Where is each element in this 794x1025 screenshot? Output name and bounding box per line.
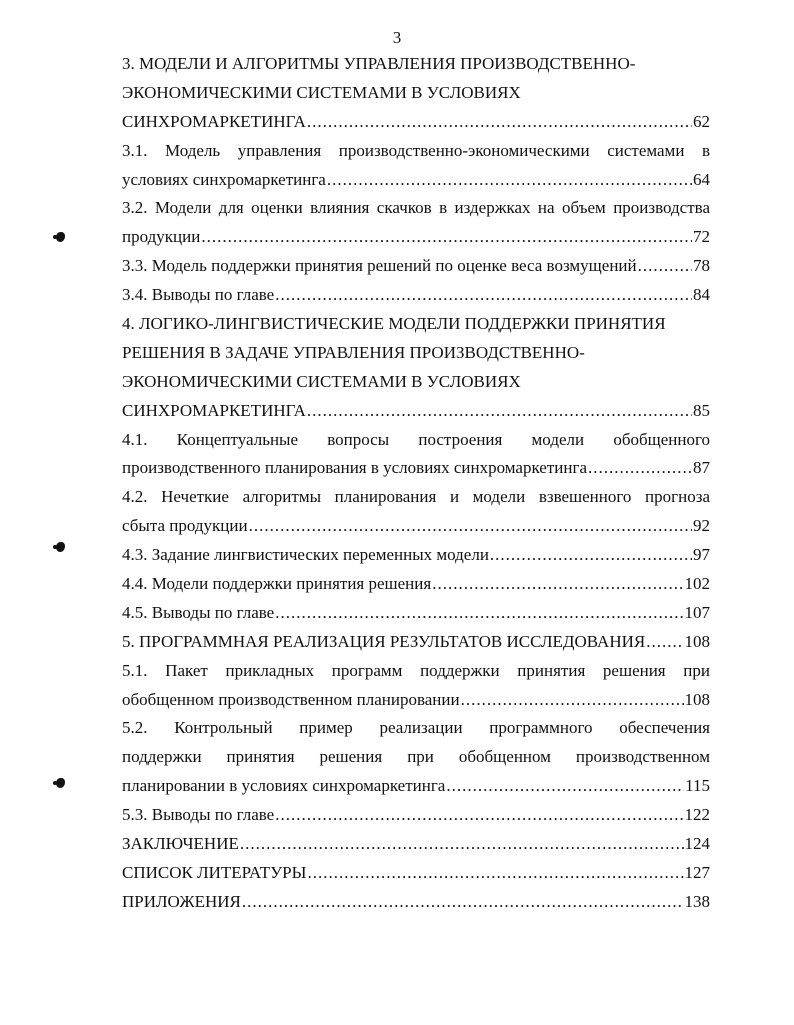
dot-leader [240, 830, 684, 859]
toc-line [122, 801, 710, 830]
toc-line [122, 686, 710, 715]
toc-entry-text: 4.2. Нечеткие алгоритмы планирования и модели взвешенного прогноза [122, 487, 710, 507]
toc-page-number: 138 [684, 891, 710, 911]
dot-leader [275, 599, 683, 628]
dot-leader [646, 628, 683, 657]
toc-entry-text: 3.3. Модель поддержки принятия решений по оценке веса возмущений [122, 256, 637, 276]
toc-page-number: 122 [684, 805, 710, 825]
toc-entry-text: СИНХРОМАРКЕТИНГА [122, 111, 306, 131]
toc-entry-text: 3.1. Модель управления производственно-экономическими системами в [122, 140, 710, 160]
dot-leader [275, 281, 692, 310]
toc-line [122, 108, 710, 137]
toc-line [122, 310, 710, 339]
page-number: 3 [392, 28, 402, 47]
toc-line [122, 599, 710, 628]
toc-entry-text: сбыта продукции [122, 516, 248, 536]
toc-page-number: 92 [693, 516, 710, 536]
toc-entry-text: 3.4. Выводы по главе [122, 285, 275, 305]
toc-line [122, 79, 710, 108]
toc-entry-text: ПРИЛОЖЕНИЯ [122, 891, 241, 911]
dot-leader [242, 888, 684, 917]
toc-page-number: 108 [684, 689, 710, 709]
toc-line [122, 426, 710, 455]
toc-page-number: 97 [693, 545, 710, 565]
toc-line [122, 859, 710, 888]
toc-line [122, 368, 710, 397]
toc-entry-text: СПИСОК ЛИТЕРАТУРЫ [122, 862, 307, 882]
toc-line [122, 888, 710, 917]
toc-line [122, 657, 710, 686]
toc-entry-text: поддержки принятия решения при обобщенном производственном [122, 747, 710, 767]
dot-leader [588, 454, 692, 483]
toc-line [122, 281, 710, 310]
toc-entry-text: 5.1. Пакет прикладных программ поддержки принятия решения при [122, 660, 710, 680]
toc-entry-text: производственного планирования в условиях синхромаркетинга [122, 458, 587, 478]
table-of-contents [122, 50, 710, 917]
toc-line [122, 223, 710, 252]
toc-entry-text: 5.2. Контрольный пример реализации программного обеспечения [122, 718, 710, 738]
toc-page-number: 127 [684, 862, 710, 882]
dot-leader [461, 686, 684, 715]
toc-line [122, 137, 710, 166]
toc-page-number: 107 [684, 602, 710, 622]
toc-entry-text: условиях синхромаркетинга [122, 169, 326, 189]
dot-leader [249, 512, 692, 541]
toc-page-number: 102 [684, 574, 710, 594]
toc-entry-text: ЭКОНОМИЧЕСКИМИ СИСТЕМАМИ В УСЛОВИЯХ [122, 82, 521, 102]
dot-leader [307, 108, 692, 137]
toc-page-number: 78 [693, 256, 710, 276]
toc-entry-text: 3.2. Модели для оценки влияния скачков в издержках на объем производства [122, 198, 710, 218]
toc-line [122, 830, 710, 859]
toc-line [122, 714, 710, 743]
toc-entry-text: ЗАКЛЮЧЕНИЕ [122, 834, 239, 854]
toc-line [122, 397, 710, 426]
dot-leader [275, 801, 683, 830]
toc-page-number: 62 [693, 111, 710, 131]
toc-line [122, 454, 710, 483]
toc-entry-text: продукции [122, 227, 201, 247]
toc-page-number: 85 [693, 400, 710, 420]
toc-entry-text: 4.3. Задание лингвистических переменных модели [122, 545, 489, 565]
dot-leader [490, 541, 692, 570]
toc-entry-text: 4.5. Выводы по главе [122, 602, 275, 622]
toc-page-number: 72 [693, 227, 710, 247]
toc-entry-text: РЕШЕНИЯ В ЗАДАЧЕ УПРАВЛЕНИЯ ПРОИЗВОДСТВЕННО- [122, 342, 585, 362]
scan-mark-2 [56, 542, 65, 552]
toc-entry-text: планировании в условиях синхромаркетинга [122, 776, 446, 796]
dot-leader [307, 859, 683, 888]
dot-leader [446, 772, 684, 801]
toc-line [122, 252, 710, 281]
toc-line [122, 166, 710, 195]
toc-page-number: 108 [684, 631, 710, 651]
toc-entry-text: СИНХРОМАРКЕТИНГА [122, 400, 306, 420]
dot-leader [432, 570, 683, 599]
dot-leader [201, 223, 692, 252]
toc-page-number: 124 [684, 834, 710, 854]
toc-line [122, 743, 710, 772]
toc-line [122, 194, 710, 223]
toc-entry-text: обобщенном производственном планировании [122, 689, 460, 709]
toc-line [122, 772, 710, 801]
toc-entry-text: ЭКОНОМИЧЕСКИМИ СИСТЕМАМИ В УСЛОВИЯХ [122, 371, 521, 391]
toc-page-number: 87 [693, 458, 710, 478]
toc-line [122, 50, 710, 79]
toc-line [122, 541, 710, 570]
dot-leader [638, 252, 692, 281]
toc-line [122, 570, 710, 599]
toc-entry-text: 4. ЛОГИКО-ЛИНГВИСТИЧЕСКИЕ МОДЕЛИ ПОДДЕРЖКИ ПРИНЯТИЯ [122, 314, 666, 334]
toc-line [122, 483, 710, 512]
dot-leader [327, 166, 692, 195]
toc-line [122, 628, 710, 657]
toc-entry-text: 5.3. Выводы по главе [122, 805, 275, 825]
scan-mark-3 [56, 778, 65, 788]
toc-page-number: 84 [693, 285, 710, 305]
toc-line [122, 512, 710, 541]
dot-leader [307, 397, 692, 426]
scan-mark-1 [56, 232, 65, 242]
toc-line [122, 339, 710, 368]
toc-entry-text: 3. МОДЕЛИ И АЛГОРИТМЫ УПРАВЛЕНИЯ ПРОИЗВОДСТВЕННО- [122, 54, 636, 73]
toc-page-number: 64 [693, 169, 710, 189]
toc-entry-text: 4.4. Модели поддержки принятия решения [122, 574, 432, 594]
toc-entry-text: 5. ПРОГРАММНАЯ РЕАЛИЗАЦИЯ РЕЗУЛЬТАТОВ ИССЛЕДОВАНИЯ [122, 631, 646, 651]
toc-page-number: 115 [685, 776, 710, 796]
toc-entry-text: 4.1. Концептуальные вопросы построения модели обобщенного [122, 429, 710, 449]
